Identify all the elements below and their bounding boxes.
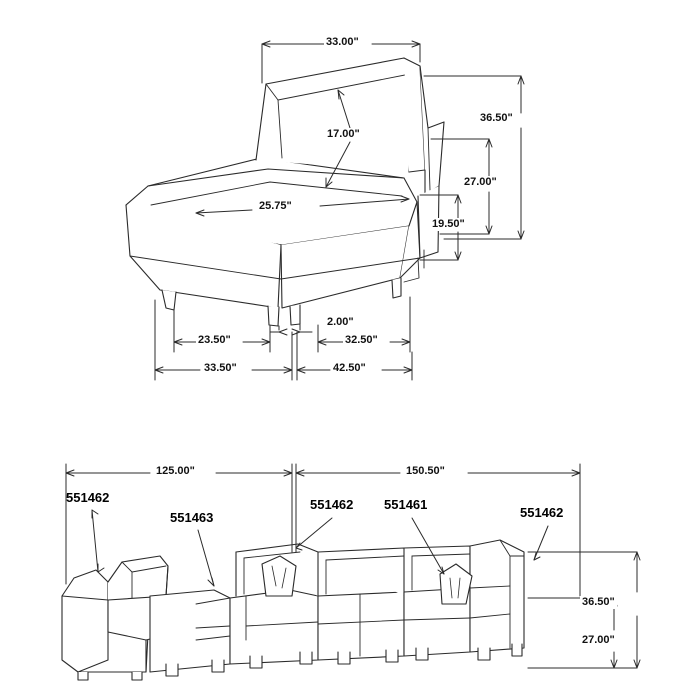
sectional-illustration <box>62 540 524 680</box>
dim-overall-height-36-50: 36.50" <box>480 112 513 124</box>
part-number-left-armless: 551463 <box>170 510 214 525</box>
dim-base-depth-42-50: 42.50" <box>333 362 366 374</box>
part-number-middle-armless: 551461 <box>384 497 428 512</box>
dim-back-height-17: 17.00" <box>327 128 360 140</box>
dim-right-span-150-50: 150.50" <box>406 465 445 477</box>
dim-base-width-33-50: 33.50" <box>204 362 237 374</box>
dim-width-33: 33.00" <box>326 36 359 48</box>
dim-bottom-height-36-50: 36.50" <box>582 596 615 608</box>
dim-depth-32-50: 32.50" <box>345 334 378 346</box>
dim-seat-height-19-50: 19.50" <box>432 218 465 230</box>
part-number-center-corner: 551462 <box>310 497 354 512</box>
dim-leg-gap-2: 2.00" <box>327 316 354 328</box>
part-number-left-corner: 551462 <box>66 490 110 505</box>
dim-left-span-125: 125.00" <box>156 465 195 477</box>
chair-illustration <box>126 58 444 326</box>
dim-leg-inset-23-50: 23.50" <box>198 334 231 346</box>
dim-seat-depth-25-75: 25.75" <box>259 200 292 212</box>
part-number-right-corner: 551462 <box>520 505 564 520</box>
dim-bottom-seat-27: 27.00" <box>582 634 615 646</box>
dim-height-27: 27.00" <box>464 176 497 188</box>
